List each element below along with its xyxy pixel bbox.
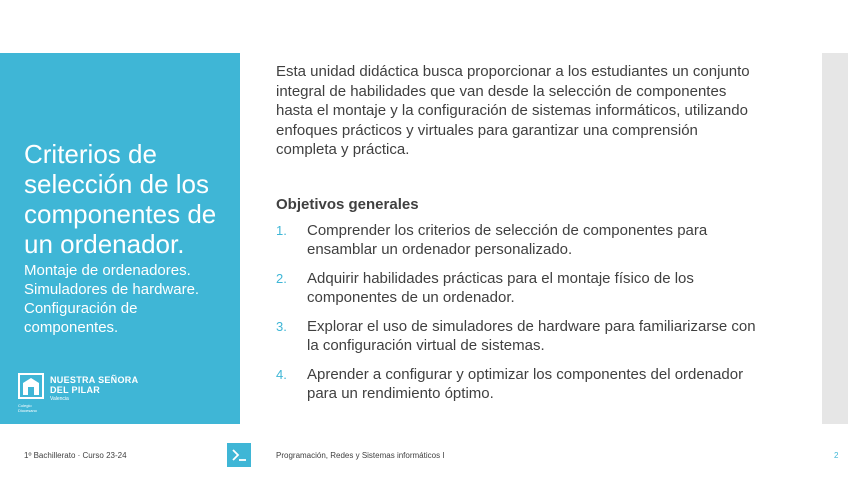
right-decorative-strip	[822, 53, 848, 424]
school-logo	[18, 373, 168, 413]
objective-item	[276, 269, 756, 308]
objective-number: 3.	[276, 318, 287, 334]
intro-paragraph: Esta unidad didáctica busca proporcionar a los estudiantes un conjunto integral de habilidades que van desde la selección de componentes hasta el montaje y la configuración de sistemas informáticos, utilizando enfoques prácticos y virtuales para garantizar una comprensión completa y práctica.	[276, 63, 750, 158]
logo-line-2: DEL PILAR	[50, 385, 101, 395]
logo-line-3: Valencia	[50, 396, 69, 402]
logo-line-1: NUESTRA SEÑORA	[50, 375, 139, 385]
terminal-icon-graphic	[227, 443, 251, 467]
slide-subtitle: Montaje de ordenadores. Simuladores de hardware. Configuración de componentes.	[24, 262, 200, 336]
objective-item	[276, 317, 756, 356]
objective-text: Explorar el uso de simuladores de hardware para familiarizarse con la configuración virtual de sistemas.	[307, 317, 756, 354]
objectives-list	[276, 221, 756, 404]
objective-number: 2.	[276, 270, 287, 286]
objectives-heading: Objetivos generales	[276, 195, 419, 213]
objective-text: Aprender a configurar y optimizar los componentes del ordenador para un rendimiento óptimo.	[307, 365, 744, 402]
objective-number: 1.	[276, 222, 287, 238]
objective-number: 4.	[276, 366, 287, 382]
logo-line-4: Colegio Diocesano	[18, 403, 37, 413]
footer-subject: Programación, Redes y Sistemas informáticos I	[276, 451, 445, 460]
title-panel	[0, 53, 240, 424]
footer-course: 1º Bachillerato · Curso 23-24	[24, 451, 127, 460]
school-logo-icon	[18, 373, 44, 399]
objective-item	[276, 221, 756, 260]
terminal-icon	[227, 443, 251, 467]
slide-content	[276, 62, 756, 413]
objective-text: Comprender los criterios de selección de componentes para ensamblar un ordenador personalizado.	[307, 221, 708, 258]
objective-item	[276, 365, 756, 404]
slide-title: Criterios de selección de los componentes de un ordenador.	[24, 139, 217, 259]
objective-text: Adquirir habilidades prácticas para el montaje físico de los componentes de un ordenador.	[307, 269, 694, 306]
page-number: 2	[834, 451, 839, 460]
